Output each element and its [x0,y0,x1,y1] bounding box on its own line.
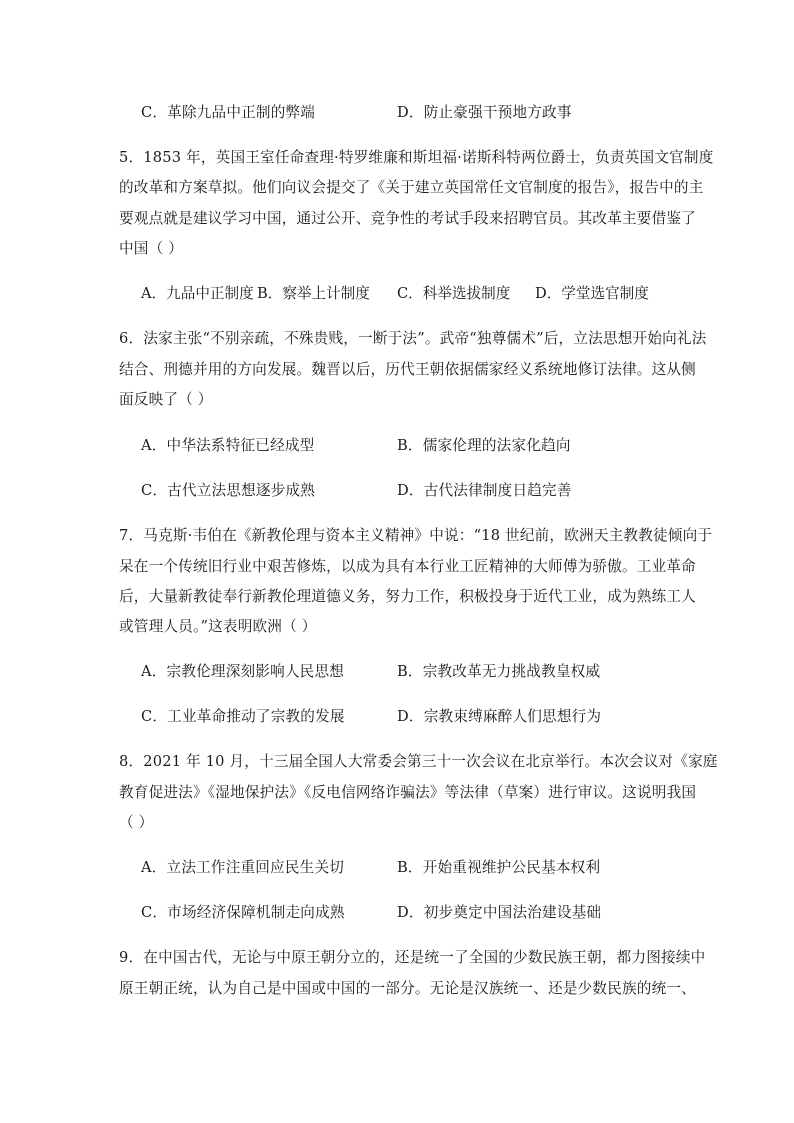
q8-option-a[interactable]: A．立法工作注重回应民生关切 [141,859,345,876]
q7-option-d[interactable]: D．宗教束缚麻醉人们思想行为 [397,708,602,725]
q9-stem-line-2: 原王朝正统，认为自己是中国或中国的一部分。无论是汉族统一、还是少数民族的统一、 [119,980,696,997]
q6-option-a[interactable]: A．中华法系特征已经成型 [141,437,315,454]
q5-option-b[interactable]: B．察举上计制度 [257,285,370,302]
q4-option-c[interactable]: C．革除九品中正制的弊端 [141,104,316,121]
q6-option-c[interactable]: C．古代立法思想逐步成熟 [141,482,316,499]
q6-option-b[interactable]: B．儒家伦理的法家化趋向 [397,437,571,454]
q7-option-a[interactable]: A．宗教伦理深刻影响人民思想 [141,663,345,680]
q8-stem-line-3: （ ） [119,814,154,831]
q5-stem-line-4: 中国（ ） [119,240,184,257]
q5-option-a[interactable]: A．九品中正制度 [141,285,254,302]
q7-option-c[interactable]: C．工业革命推动了宗教的发展 [141,708,345,725]
q6-stem-line-2: 结合、刑德并用的方向发展。魏晋以后，历代王朝依据儒家经义系统地修订法律。这从侧 [119,361,696,378]
q8-stem-line-2: 教育促进法》《湿地保护法》《反电信网络诈骗法》等法律（草案）进行审议。这说明我国 [119,784,697,801]
q7-option-b[interactable]: B．宗教改革无力挑战教皇权威 [397,663,601,680]
q9-stem-line-1: 9．在中国古代，无论与中原王朝分立的，还是统一了全国的少数民族王朝，都力图接续中 [119,949,706,966]
q7-stem-line-2: 呆在一个传统旧行业中艰苦修炼，以成为具有本行业工匠精神的大师傅为骄傲。工业革命 [119,558,696,575]
q8-option-d[interactable]: D．初步奠定中国法治建设基础 [397,904,602,921]
q5-stem-line-3: 要观点就是建议学习中国，通过公开、竞争性的考试手段来招聘官员。其改革主要借鉴了 [119,210,696,227]
q5-option-d[interactable]: D．学堂选官制度 [535,285,649,302]
q5-option-c[interactable]: C．科举选拔制度 [397,285,511,302]
q8-option-c[interactable]: C．市场经济保障机制走向成熟 [141,904,345,921]
q8-option-b[interactable]: B．开始重视维护公民基本权利 [397,859,601,876]
q4-option-d[interactable]: D．防止豪强干预地方政事 [397,104,572,121]
q5-stem-line-2: 的改革和方案草拟。他们向议会提交了《关于建立英国常任文官制度的报告》，报告中的主 [119,179,704,196]
q7-stem-line-4: 或管理人员。”这表明欧洲（ ） [119,618,317,635]
q6-stem-line-3: 面反映了（ ） [119,391,213,408]
q6-stem-line-1: 6．法家主张“不别亲疏，不殊贵贱，一断于法”。武帝“独尊儒术”后，立法思想开始向礼法 [119,330,707,347]
q8-stem-line-1: 8．2021 年 10 月，十三届全国人大常委会第三十一次会议在北京举行。本次会议对《家庭 [119,753,718,770]
q5-stem-line-1: 5．1853 年，英国王室任命查理·特罗维廉和斯坦福·诺斯科特两位爵士，负责英国文官制度 [119,149,714,166]
q7-stem-line-3: 后，大量新教徒奉行新教伦理道德义务，努力工作，积极投身于近代工业，成为熟练工人 [119,588,696,605]
q6-option-d[interactable]: D．古代法律制度日趋完善 [397,482,572,499]
q7-stem-line-1: 7．马克斯·韦伯在《新教伦理与资本主义精神》中说：“18 世纪前，欧洲天主教教徒倾向于 [119,527,713,544]
